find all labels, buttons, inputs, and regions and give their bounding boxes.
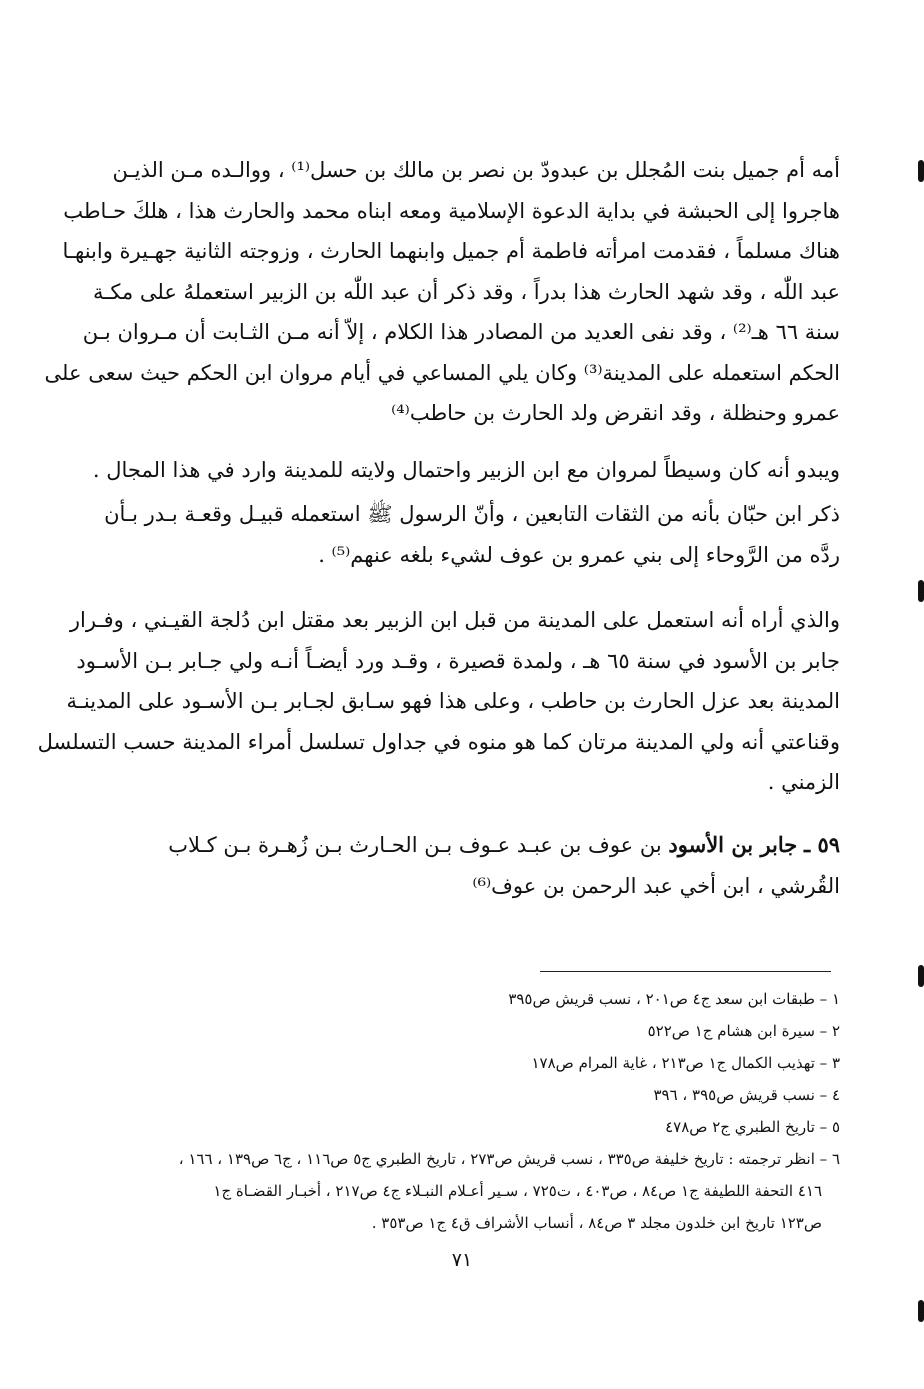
text-line: هناك مسلماً ، فقدمت امرأته فاطمة أم جميل وابنهما الحارث ، وزوجته الثانية جهـيرة وابنهـا (62, 239, 840, 263)
paragraph-biography (44, 150, 840, 434)
text-line (150, 825, 840, 866)
text-line: الحكم استعمله على المدينة⁽³⁾ وكان يلي المساعي في أيام مروان ابن الحكم حيث سعى على (44, 360, 840, 385)
entry-lineage: بن عوف بن عبـد عـوف بـن الحـارث بـن زُهـرة بـن كـلاب (168, 833, 662, 857)
scan-edge-mark (918, 160, 924, 182)
text-line: القُرشي ، ابن أخي عبد الرحمن بن عوف⁽⁶⁾ (472, 873, 840, 898)
footnote: ٢ – سيرة ابن هشام ج١ ص٥٢٢ (647, 1022, 840, 1040)
entry-heading (150, 825, 840, 906)
paragraph-author-opinion (37, 600, 840, 803)
footnote: ٦ – انظر ترجمته : تاريخ خليفة ص٣٣٥ ، نسب قريش ص٢٧٣ ، تاريخ الطبري ج٥ ص١١٦ ، ج٦ ص١٣٩ ، ١٦٦ ، (178, 1150, 840, 1168)
entry-name: جابر بن الأسود (668, 832, 798, 857)
entry-number: ٥٩ ـ (803, 832, 840, 857)
text-line: والذي أراه أنه استعمل على المدينة من قبل ابن الزبير بعد مقتل ابن دُلجة القيـني ، وفـرار (69, 608, 840, 632)
text-line: ذكر ابن حبّان بأنه من الثقات التابعين ، وأنّ الرسول ﷺ استعمله قبيـل وقعـة بـدر بـأن (104, 502, 840, 526)
footnote: ١ – طبقات ابن سعد ج٤ ص٢٠١ ، نسب قريش ص٣٩٥ (508, 990, 840, 1008)
footnote-continuation: ص١٢٣ تاريخ ابن خلدون مجلد ٣ ص٨٤ ، أنساب الأشراف ق٤ ج١ ص٣٥٣ . (371, 1214, 822, 1232)
page-number: ٧١ (451, 1249, 473, 1271)
footnote: ٥ – تاريخ الطبري ج٢ ص٤٧٨ (665, 1118, 840, 1136)
scan-edge-mark (918, 580, 924, 602)
text-line: ردَّه من الرَّوحاء إلى بني عمرو بن عوف لشيء بلغه عنهم⁽⁵⁾ . (318, 542, 840, 567)
text-line: المدينة بعد عزل الحارث بن حاطب ، وعلى هذا فهو سـابق لجـابر بـن الأسـود على المدينـة (66, 689, 840, 713)
footnote-continuation: ٤١٦ التحفة اللطيفة ج١ ص٨٤ ، ص٤٠٣ ، ت٧٢٥ ، سـير أعـلام النبـلاء ج٤ ص٢١٧ ، أخبـار القضـاة ج١ (213, 1182, 822, 1200)
text-line: هاجروا إلى الحبشة في بداية الدعوة الإسلامية ومعه ابناه محمد والحارث هذا ، هلكَ حـاطب (63, 198, 840, 223)
text-line: ويبدو أنه كان وسيطاً لمروان مع ابن الزبير واحتمال ولايته للمدينة وارد في هذا المجال . (92, 458, 840, 482)
scan-edge-mark (918, 1300, 924, 1322)
footnote-divider (540, 971, 831, 972)
text-line: الزمني . (767, 770, 840, 794)
text-line: عمرو وحنظلة ، وقد انقرض ولد الحارث بن حاطب⁽⁴⁾ (391, 401, 840, 425)
paragraph-mediator (92, 450, 840, 491)
paragraph-ibn-hibban (104, 494, 840, 575)
text-line: سنة ٦٦ هـ⁽²⁾ ، وقد نفى العديد من المصادر هذا الكلام ، إلاّ أنه مـن الثـابت أن مـروان بـن (82, 320, 840, 344)
text-line: وقناعتي أنه ولي المدينة مرتان كما هو منوه في جداول تسلسل أمراء المدينة حسب التسلسل (37, 729, 840, 754)
footnote: ٤ – نسب قريش ص٣٩٥ ، ٣٩٦ (653, 1086, 840, 1104)
text-line: عبد اللّٰه ، وقد شهد الحارث هذا بدراً ، وقد ذكر أن عبد اللّٰه بن الزبير استعملهُ على مكـة (92, 279, 840, 304)
text-line: جابر بن الأسود في سنة ٦٥ هـ ، ولمدة قصيرة ، وقـد ورد أيضـاً أنـه ولي جـابر بـن الأسـود (76, 648, 840, 673)
text-line: أمه أم جميل بنت المُجلل بن عبدودّ بن نصر بن مالك بن حسل⁽¹⁾ ، ووالـده مـن الذيـن (112, 158, 840, 182)
scan-edge-mark (918, 965, 924, 987)
footnote: ٣ – تهذيب الكمال ج١ ص٢١٣ ، غاية المرام ص١٧٨ (531, 1054, 840, 1072)
footnotes (140, 983, 840, 1239)
